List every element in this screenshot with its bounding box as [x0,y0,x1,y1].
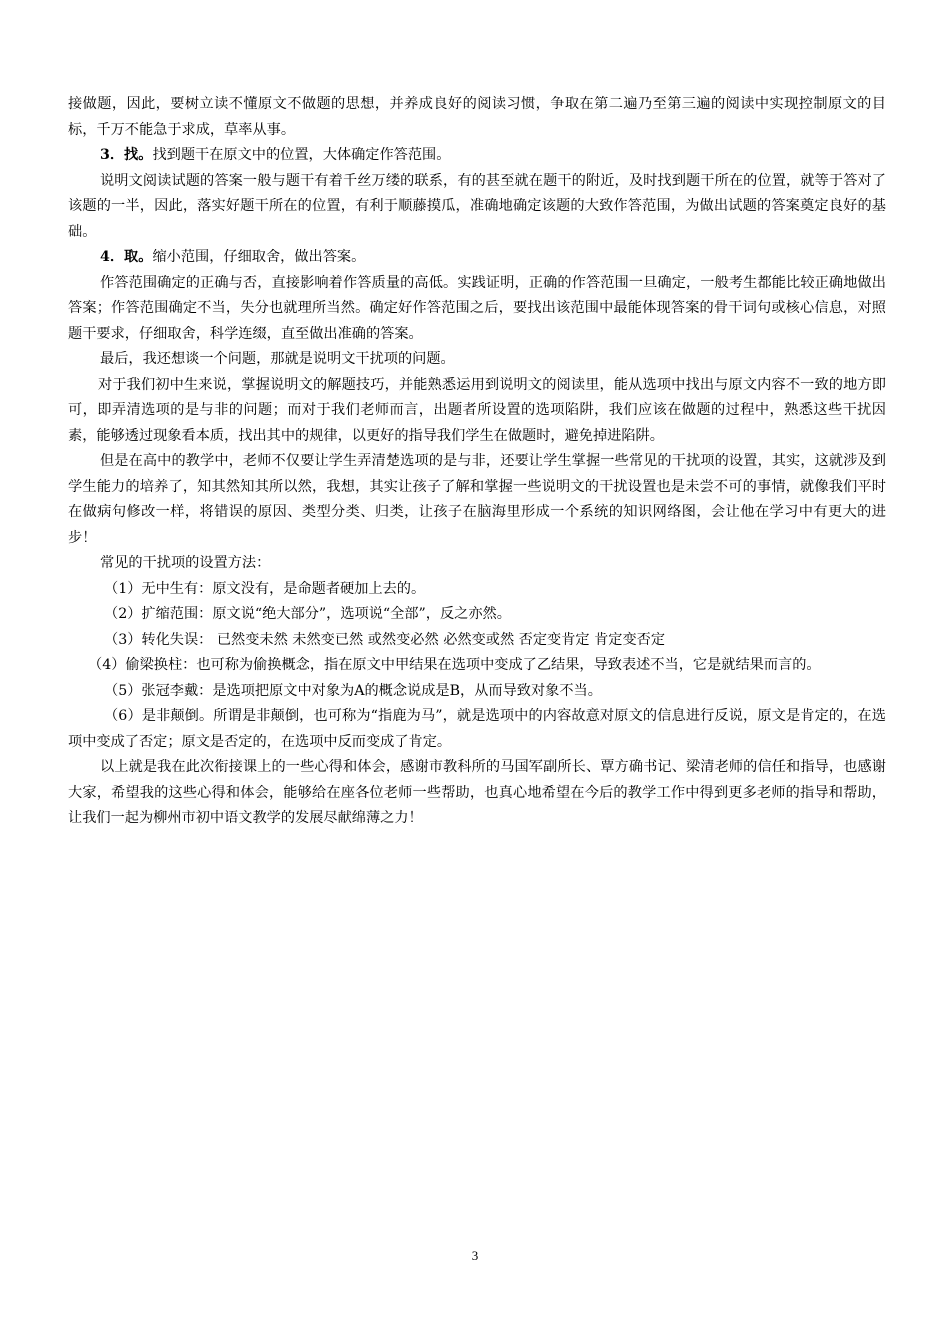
document-body [68,92,886,832]
paragraph-methods-heading: 常见的干扰项的设置方法： [100,555,271,571]
list-item-method-2: （2）扩缩范围：原文说“绝大部分”，选项说“全部”，反之亦然。 [104,606,511,622]
paragraph-reading-habit: 接做题，因此，要树立读不懂原文不做题的思想，并养成良好的阅读习惯，争取在第二遍乃至第三遍的阅读中实现控制原文的目标，千万不能急于求成，草率从事。 [68,96,886,138]
list-item-method-6: （6）是非颠倒。所谓是非颠倒，也可称为“指鹿为马”，就是选项中的内容故意对原文的信息进行反说，原文是肯定的，在选项中变成了否定；原文是否定的，在选项中反而变成了肯定。 [68,708,886,750]
list-item-method-1: （1）无中生有：原文没有，是命题者硬加上去的。 [104,580,426,597]
paragraph-junior-students: 对于我们初中生来说，掌握说明文的解题技巧，并能熟悉运用到说明文的阅读里，能从选项中找出与原文内容不一致的地方即可，即弄清选项的是与非的问题；而对于我们老师而言，出题者所设置的选项陷阱，我们应该在做题的过程中，熟悉这些干扰因素，能够透过现象看本质，找出其中的规律，以更好的指导我们学生在做题时，避免掉进陷阱。 [68,376,886,444]
step-3-text: 找到题干在原文中的位置，大体确定作答范围。 [152,147,451,163]
list-item-method-5: （5）张冠李戴：是选项把原文中对象为A的概念说成是B，从而导致对象不当。 [104,682,602,699]
page-number: 3 [471,1248,479,1263]
list-item-method-4: （4）偷梁换柱：也可称为偷换概念，指在原文中甲结果在选项中变成了乙结果，导致表述不当，它是就结果而言的。 [88,657,821,673]
paragraph-senior-teaching: 但是在高中的教学中，老师不仅要让学生弄清楚选项的是与非，还要让学生掌握一些常见的干扰项的设置，其实，这就涉及到学生能力的培养了，知其然知其所以然，我想，其实让孩子了解和掌握一些说明文的干扰设置也是未尝不可的事情，就像我们平时在做病句修改一样，将错误的原因、类型分类、归类，让孩子在脑海里形成一个系统的知识网络图，会让他在学习中有更大的进步！ [68,453,886,546]
step-4-label: 4．取。 [100,249,153,265]
step-4-text: 缩小范围，仔细取舍，做出答案。 [152,249,366,265]
paragraph-answer-range: 作答范围确定的正确与否，直接影响着作答质量的高低。实践证明，正确的作答范围一旦确定，一般考生都能比较正确地做出答案；作答范围确定不当，失分也就理所当然。确定好作答范围之后，要找出该范围中最能体现答案的骨干词句或核心信息，对照题干要求，仔细取舍，科学连缀，直至做出准确的答案。 [68,274,886,342]
heading-step-4-take [68,245,886,271]
step-3-label: 3．找。 [100,147,153,163]
paragraph-closing-thanks: 以上就是我在此次衔接课上的一些心得和体会，感谢市教科所的马国军副所长、覃方确书记、梁清老师的信任和指导，也感谢大家，希望我的这些心得和体会，能够给在座各位老师一些帮助，也真心地希望在今后的教学工作中得到更多老师的指导和帮助，让我们一起为柳州市初中语文教学的发展尽献绵薄之力！ [68,759,886,826]
paragraph-distractor-intro: 最后，我还想谈一个问题，那就是说明文干扰项的问题。 [100,351,455,367]
paragraph-locate-stem: 说明文阅读试题的答案一般与题干有着千丝万缕的联系，有的甚至就在题干的附近，及时找到题干所在的位置，就等于答对了该题的一半，因此，落实好题干所在的位置，有利于顺藤摸瓜，准确地确定该题的大致作答范围，为做出试题的答案奠定良好的基础。 [68,172,886,240]
list-item-method-3: （3）转化失误： 已然变未然 未然变已然 或然变必然 必然变或然 否定变肯定 肯定变否定 [104,631,666,648]
heading-step-3-find [68,143,886,169]
